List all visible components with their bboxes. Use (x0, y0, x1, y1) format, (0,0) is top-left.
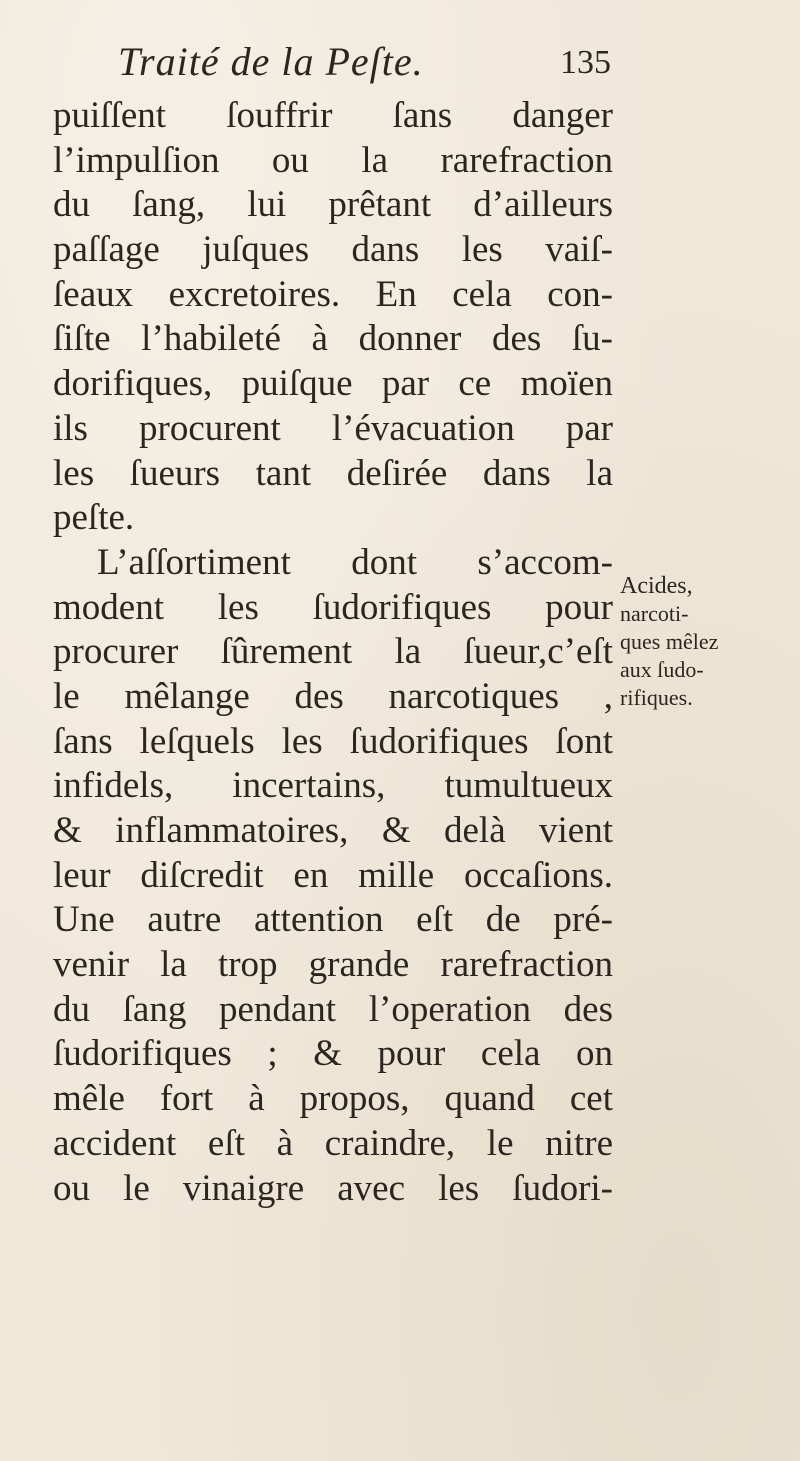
text-line: ou le vinaigre avec les ſudori- (53, 1167, 613, 1209)
body-text (53, 94, 613, 1211)
page-header (118, 38, 638, 88)
text-line: leur diſcredit en mille occaſions. (53, 854, 613, 896)
text-line: & inflammatoires, & delà vient (53, 810, 613, 851)
text-line: Une autre attention eſt de pré- (53, 899, 613, 941)
text-line: du ſang pendant l’operation des (53, 988, 613, 1030)
margin-note-line: narcoti- (620, 601, 689, 626)
text-line: dorifiques, puiſque par ce moïen (53, 363, 613, 405)
margin-note-line: rifiques. (620, 685, 693, 710)
text-line: paſſage juſques dans les vaiſ- (53, 229, 613, 271)
running-title: Traité de la Peſte. (118, 39, 424, 84)
margin-note-line: ques mêlez (620, 629, 719, 654)
margin-note-line: aux ſudo- (620, 657, 704, 682)
page-number: 135 (560, 44, 611, 81)
text-line: peſte. (53, 497, 135, 539)
text-line: ils procurent l’évacuation par (53, 407, 613, 449)
text-line: ſiſte l’habileté à donner des ſu- (53, 318, 613, 360)
text-line: l’impulſion ou la rarefraction (53, 139, 613, 181)
text-line: ſudorifiques ; & pour cela on (53, 1033, 613, 1075)
text-line: procurer ſûrement la ſueur,c’eſt (53, 631, 613, 673)
text-line: modent les ſudorifiques pour (53, 586, 613, 628)
margin-note (620, 572, 780, 712)
margin-note-line: Acides, (620, 573, 693, 599)
text-line: L’aſſortiment dont s’accom- (97, 541, 613, 583)
text-line: ſeaux excretoires. En cela con- (53, 273, 613, 315)
text-line: du ſang, lui prêtant d’ailleurs (53, 184, 613, 226)
text-line: le mêlange des narcotiques , (53, 675, 613, 717)
text-line: ſans leſquels les ſudorifiques ſont (53, 720, 613, 762)
text-line: infidels, incertains, tumultueux (53, 765, 613, 807)
text-line: puiſſent ſouffrir ſans danger (53, 95, 613, 136)
text-line: accident eſt à craindre, le nitre (53, 1122, 613, 1164)
text-line: les ſueurs tant deſirée dans la (53, 452, 613, 494)
text-line: mêle fort à propos, quand cet (53, 1078, 613, 1120)
text-line: venir la trop grande rarefraction (53, 944, 613, 986)
